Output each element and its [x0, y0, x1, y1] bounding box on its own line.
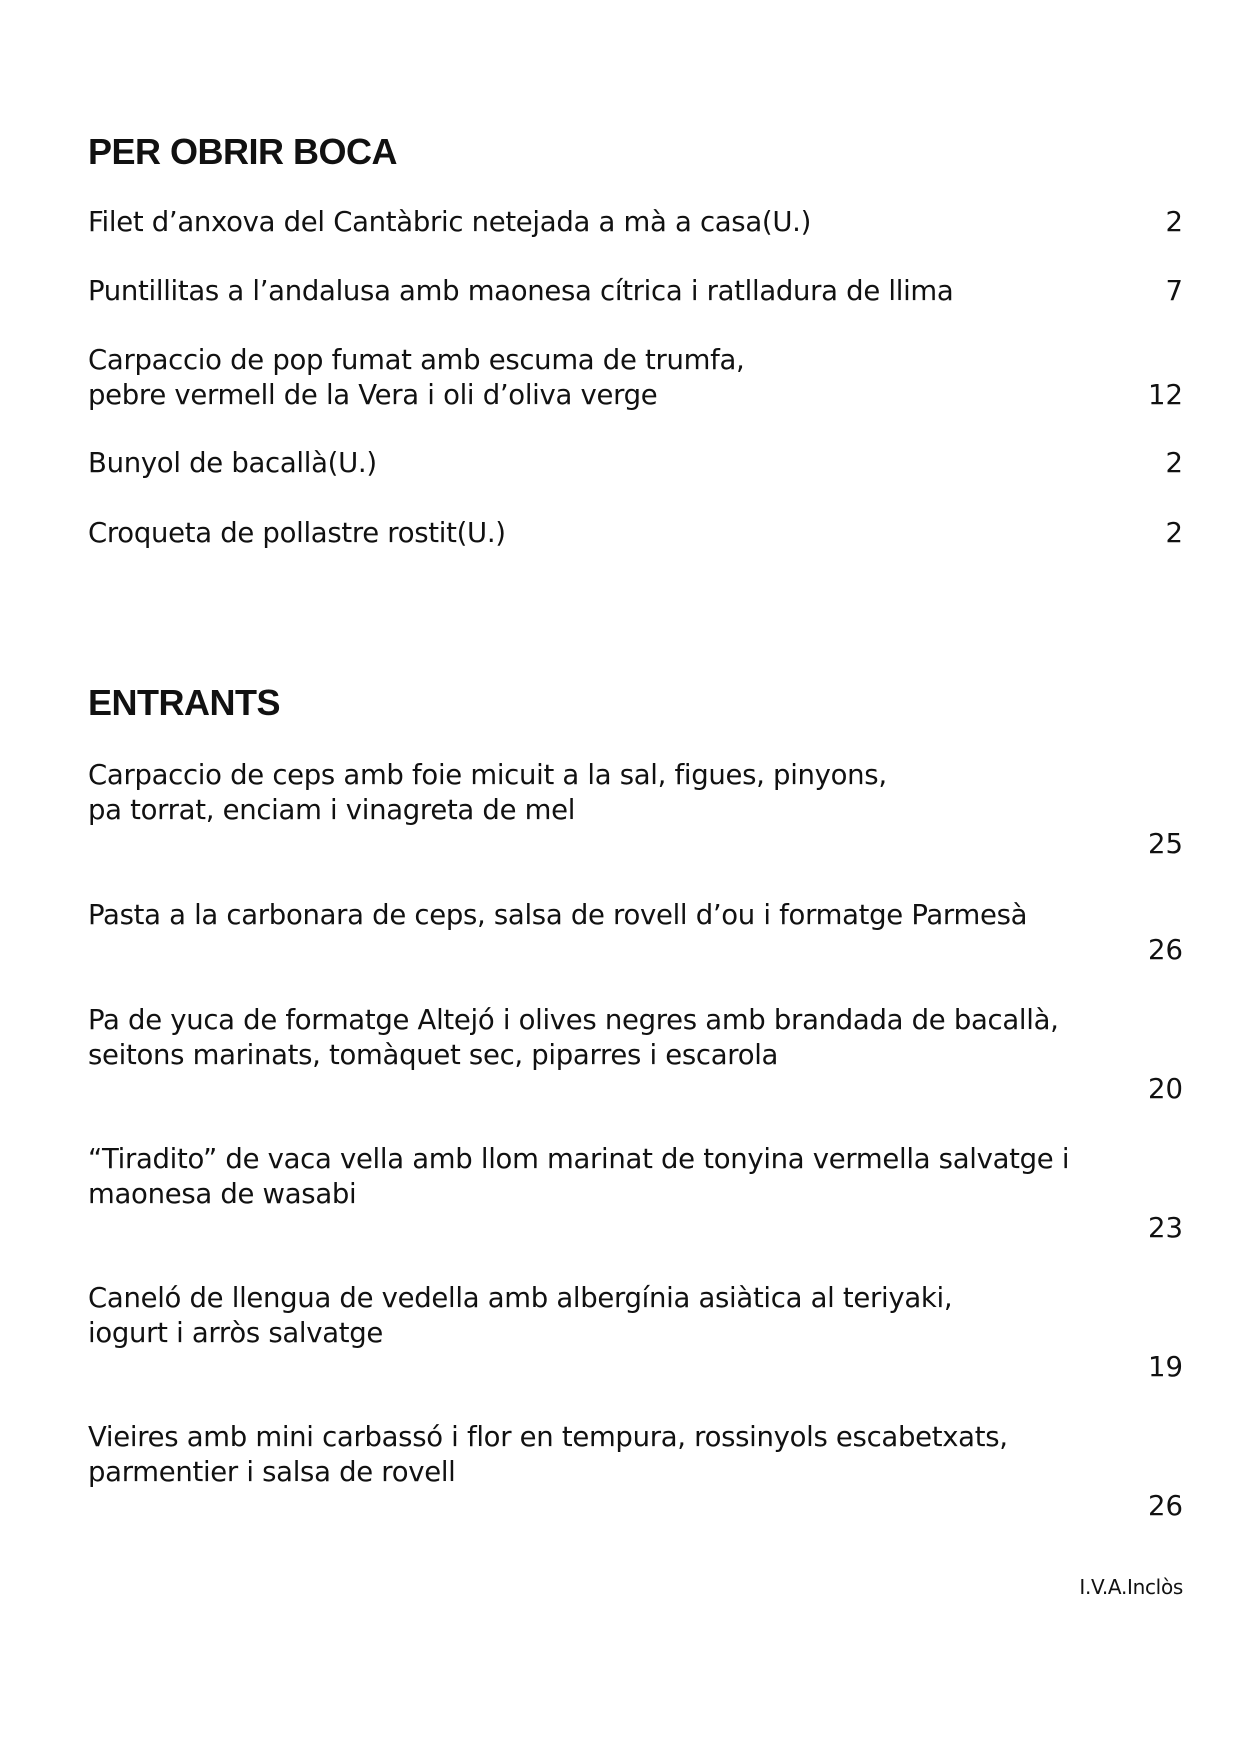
menu-item-name	[88, 516, 1148, 551]
menu-item-price: 20	[1148, 1073, 1183, 1105]
menu-item-price: 26	[1148, 1490, 1183, 1522]
menu-item-name	[88, 343, 1148, 413]
menu-item-name	[88, 1281, 1148, 1351]
menu-item-name	[88, 1003, 1148, 1073]
menu-item-line: Filet d’anxova del Cantàbric netejada a mà a casa(U.)	[88, 206, 812, 238]
menu-item-price: 2	[1165, 447, 1183, 479]
menu-item	[88, 898, 1183, 998]
menu-item	[88, 1281, 1183, 1381]
menu-item-name	[88, 1420, 1148, 1490]
menu-item-name	[88, 274, 1148, 309]
menu-item-price: 7	[1165, 275, 1183, 307]
menu-item-line: Carpaccio de pop fumat amb escuma de trumfa,	[88, 344, 745, 376]
menu-item-price: 2	[1165, 517, 1183, 549]
menu-item-price: 25	[1148, 828, 1183, 860]
menu-item-price: 26	[1148, 934, 1183, 966]
menu-item-price: 12	[1148, 379, 1183, 411]
menu-item-name	[88, 205, 1148, 240]
tax-included-note: I.V.A.Inclòs	[1079, 1575, 1183, 1599]
menu-item-name	[88, 1142, 1148, 1212]
menu-item-line: pa torrat, enciam i vinagreta de mel	[88, 794, 576, 826]
menu-item-name	[88, 758, 1148, 828]
menu-item-price: 2	[1165, 206, 1183, 238]
menu-item-line: “Tiradito” de vaca vella amb llom marinat de tonyina vermella salvatge i	[88, 1143, 1070, 1175]
menu-item-line: Bunyol de bacallà(U.)	[88, 447, 377, 479]
menu-item-price: 23	[1148, 1212, 1183, 1244]
menu-item-line: parmentier i salsa de rovell	[88, 1456, 456, 1488]
menu-item-name	[88, 898, 1148, 933]
menu-item-line: pebre vermell de la Vera i oli d’oliva verge	[88, 379, 658, 411]
section-heading-entrants: ENTRANTS	[88, 682, 280, 723]
menu-item-line: Croqueta de pollastre rostit(U.)	[88, 517, 506, 549]
menu-item	[88, 1420, 1183, 1520]
menu-item-price: 19	[1148, 1351, 1183, 1383]
menu-item-line: Caneló de llengua de vedella amb albergínia asiàtica al teriyaki,	[88, 1282, 953, 1314]
menu-item	[88, 1003, 1183, 1103]
menu-item	[88, 516, 1183, 616]
menu-item-line: Carpaccio de ceps amb foie micuit a la sal, figues, pinyons,	[88, 759, 887, 791]
menu-item-line: Puntillitas a l’andalusa amb maonesa cítrica i ratlladura de llima	[88, 275, 954, 307]
menu-item-line: iogurt i arròs salvatge	[88, 1317, 384, 1349]
menu-item	[88, 1142, 1183, 1242]
menu-item	[88, 343, 1183, 443]
menu-item-line: maonesa de wasabi	[88, 1178, 357, 1210]
menu-item-line: Pa de yuca de formatge Altejó i olives negres amb brandada de bacallà,	[88, 1004, 1059, 1036]
menu-item	[88, 758, 1183, 858]
menu-item-line: Vieires amb mini carbassó i flor en tempura, rossinyols escabetxats,	[88, 1421, 1008, 1453]
section-heading-per-obrir-boca: PER OBRIR BOCA	[88, 131, 398, 172]
menu-item-name	[88, 446, 1148, 481]
menu-item-line: Pasta a la carbonara de ceps, salsa de rovell d’ou i formatge Parmesà	[88, 899, 1028, 931]
menu-item-line: seitons marinats, tomàquet sec, piparres i escarola	[88, 1039, 779, 1071]
